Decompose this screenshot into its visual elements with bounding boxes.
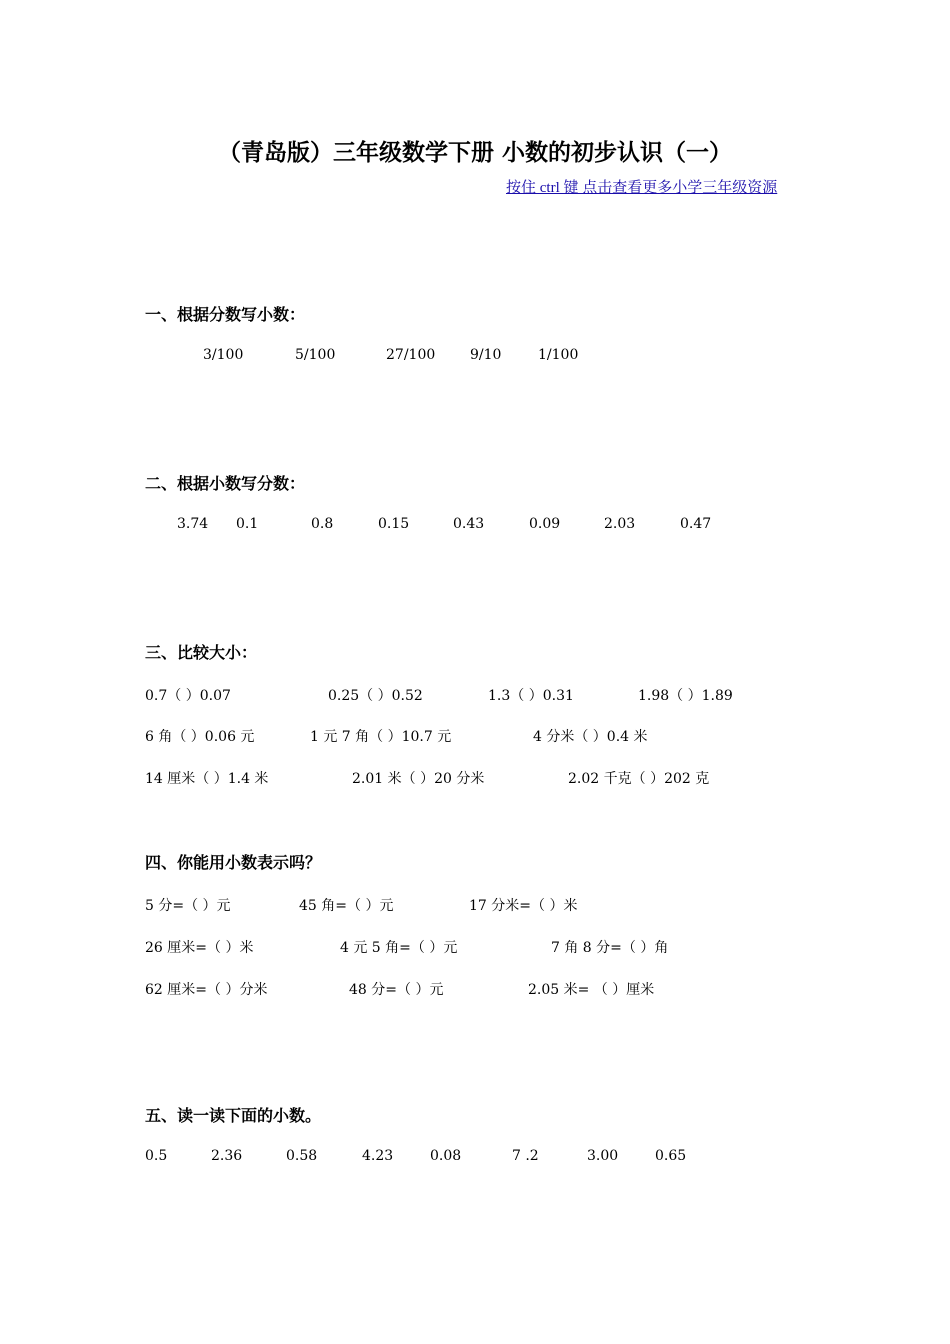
s2-item: 0.8	[311, 516, 334, 532]
s3-item: 1.98（ ）1.89	[638, 688, 733, 704]
s3-item: 0.7（ ）0.07	[145, 688, 231, 704]
s3-item: 4 分米（ ）0.4 米	[533, 729, 648, 745]
s3-item: 2.02 千克（ ）202 克	[568, 771, 710, 787]
s4-item: 2.05 米= （ ）厘米	[528, 982, 655, 998]
s1-item: 27/100	[386, 347, 436, 363]
s2-item: 0.43	[453, 516, 485, 532]
s3-item: 1 元 7 角（ ）10.7 元	[310, 729, 452, 745]
s4-item: 17 分米=（ ）米	[469, 898, 578, 914]
s2-item: 0.15	[378, 516, 410, 532]
s1-item: 9/10	[470, 347, 502, 363]
s3-item: 1.3（ ）0.31	[488, 688, 574, 704]
s4-item: 26 厘米=（ ）米	[145, 940, 254, 956]
s5-item: 4.23	[362, 1148, 394, 1164]
section-4-heading: 四、你能用小数表示吗？	[145, 853, 322, 872]
s1-item: 3/100	[203, 347, 244, 363]
section-2-heading: 二、根据小数写分数：	[145, 474, 306, 493]
s2-item: 0.47	[680, 516, 712, 532]
s5-item: 0.08	[430, 1148, 462, 1164]
s4-item: 7 角 8 分=（ ）角	[551, 940, 669, 956]
s5-item: 2.36	[211, 1148, 243, 1164]
s3-item: 0.25（ ）0.52	[328, 688, 423, 704]
page-title: （青岛版）三年级数学下册 小数的初步认识（一）	[217, 140, 732, 166]
s1-item: 5/100	[295, 347, 336, 363]
s5-item: 0.5	[145, 1148, 168, 1164]
section-3-heading: 三、比较大小：	[145, 643, 258, 662]
s3-item: 2.01 米（ ）20 分米	[352, 771, 485, 787]
s4-item: 5 分=（ ）元	[145, 898, 231, 914]
s4-item: 4 元 5 角=（ ）元	[340, 940, 458, 956]
s5-item: 0.58	[286, 1148, 318, 1164]
s1-item: 1/100	[538, 347, 579, 363]
s4-item: 62 厘米=（ ）分米	[145, 982, 268, 998]
section-5-heading: 五、读一读下面的小数。	[145, 1106, 322, 1125]
s2-item: 3.74	[177, 516, 209, 532]
s2-item: 2.03	[604, 516, 636, 532]
s4-item: 48 分=（ ）元	[349, 982, 444, 998]
s3-item: 6 角（ ）0.06 元	[145, 729, 255, 745]
section-1-heading: 一、根据分数写小数：	[145, 305, 306, 324]
s3-item: 14 厘米（ ）1.4 米	[145, 771, 269, 787]
s2-item: 0.1	[236, 516, 259, 532]
s5-item: 7 .2	[512, 1148, 539, 1164]
resource-link[interactable]: 按住 ctrl 键 点击查看更多小学三年级资源	[506, 180, 778, 196]
s4-item: 45 角=（ ）元	[299, 898, 394, 914]
s5-item: 3.00	[587, 1148, 619, 1164]
s5-item: 0.65	[655, 1148, 687, 1164]
s2-item: 0.09	[529, 516, 561, 532]
